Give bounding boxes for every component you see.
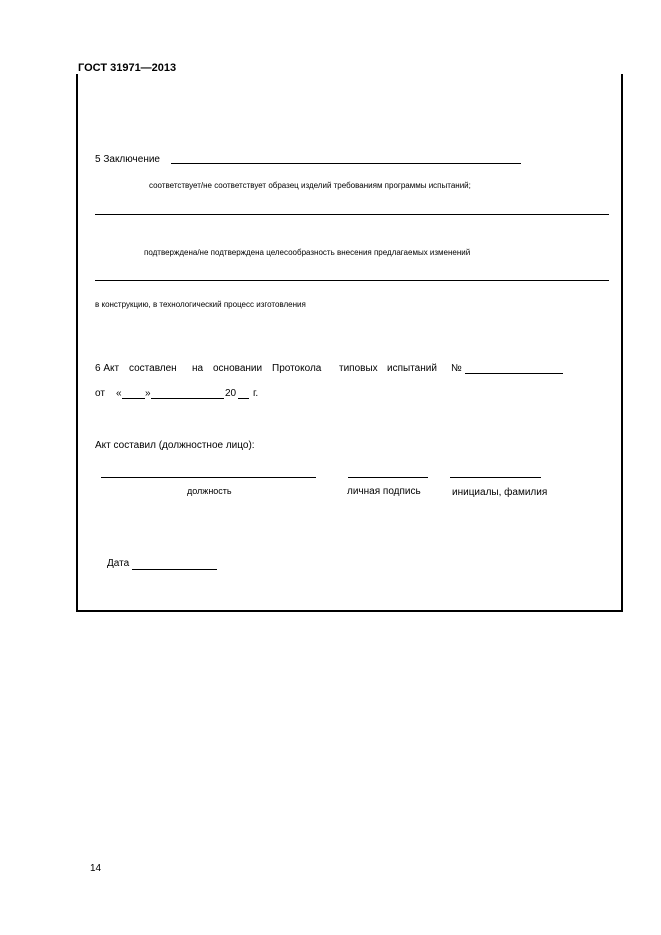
conclusion-blank-line-3[interactable] [95,280,609,281]
day-quote-open: « [116,388,122,399]
day-field[interactable] [122,398,145,399]
position-caption: должность [187,486,232,496]
date-prefix: от [95,388,105,399]
feasibility-caption: подтверждена/не подтверждена целесообразность внесения предлагаемых изменений [144,248,471,257]
day-quote-close: » [145,388,151,399]
compiler-title: Акт составил (должностное лицо): [95,440,255,451]
date-label: Дата [107,558,130,569]
month-field[interactable] [151,398,224,399]
construction-text: в конструкцию, в технологический процесс изготовления [95,300,306,309]
signature-caption: личная подпись [347,486,421,497]
position-field[interactable] [101,477,316,478]
act-basis-word-3: на [192,363,204,374]
conclusion-label: 5 Заключение [95,154,160,165]
act-basis-word-6: типовых [339,363,378,374]
protocol-number-sign: № [451,363,462,374]
document-code: ГОСТ 31971—2013 [78,62,177,74]
year-suffix: г. [253,388,259,399]
name-caption: инициалы, фамилия [452,487,548,498]
signature-field[interactable] [348,477,428,478]
conclusion-blank-line-2[interactable] [95,214,609,215]
act-basis-word-4: основании [213,363,263,374]
year-field[interactable] [238,398,249,399]
act-basis-word-2: составлен [129,363,177,374]
conclusion-blank-line[interactable] [171,163,521,164]
act-basis-word-1: 6 Акт [95,363,120,374]
act-basis-word-7: испытаний [387,363,437,374]
page-number: 14 [90,863,102,874]
compliance-caption: соответствует/не соответствует образец изделий требованиям программы испытаний; [149,181,471,190]
year-prefix: 20 [225,388,237,399]
act-basis-word-5: Протокола [272,363,322,374]
name-field[interactable] [450,477,541,478]
protocol-number-field[interactable] [465,373,563,374]
date-input-line[interactable] [132,569,217,570]
